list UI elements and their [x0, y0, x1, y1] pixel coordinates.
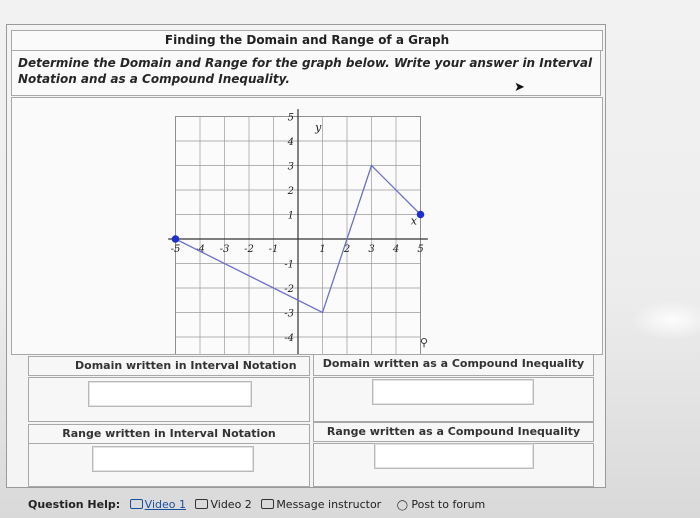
x-tick-label: 2: [343, 244, 351, 255]
instructions-text: Determine the Domain and Range for the graph below. Write your answer in Interval Notation and as a Compound Inequality.: [11, 50, 601, 96]
y-tick-label: 4: [287, 137, 294, 148]
domain-interval-label-cell: [28, 356, 310, 376]
video-icon: [195, 499, 208, 509]
page-title: Finding the Domain and Range of a Graph: [11, 30, 603, 51]
graph-panel: [11, 80, 603, 355]
y-tick-label: -3: [284, 308, 294, 320]
cursor-arrow-icon: ➤: [514, 80, 525, 95]
range-inequality-input[interactable]: [374, 443, 534, 469]
x-tick-label: -3: [219, 244, 230, 255]
video2-link[interactable]: [195, 498, 251, 511]
question-help-bar: [28, 498, 485, 511]
x-tick-label: -2: [244, 244, 254, 255]
coordinate-graph: [12, 98, 602, 354]
post-forum-link[interactable]: [397, 498, 486, 511]
endpoint-dot: [417, 211, 425, 219]
y-tick-label: 1: [287, 210, 294, 222]
domain-inequality-label: Domain written as a Compound Inequality: [322, 357, 585, 370]
post-forum-label: Post to forum: [411, 498, 486, 511]
range-interval-label-cell: [28, 424, 310, 444]
x-tick-label: -5: [170, 244, 181, 255]
x-tick-label: -4: [195, 244, 205, 255]
video1-label: Video 1: [144, 498, 186, 511]
envelope-icon: [261, 499, 274, 509]
x-tick-label: -1: [268, 244, 279, 255]
x-tick-label: 4: [392, 244, 400, 255]
question-help-label: Question Help:: [28, 498, 121, 511]
x-tick-label: 5: [417, 244, 424, 255]
y-tick-label: 3: [287, 161, 294, 173]
domain-inequality-label-cell: [313, 354, 594, 376]
x-tick-label: 3: [368, 244, 375, 255]
y-tick-label: -4: [284, 333, 294, 344]
domain-interval-label: Domain written in Interval Notation: [75, 359, 297, 372]
x-axis-label: x: [410, 214, 417, 228]
x-tick-label: 1: [319, 244, 326, 255]
speech-bubble-icon: ◯: [396, 500, 408, 511]
y-tick-label: -1: [284, 259, 294, 271]
y-tick-label: 5: [287, 112, 294, 124]
message-instructor-link[interactable]: [261, 498, 381, 511]
domain-inequality-input[interactable]: [372, 379, 534, 405]
y-tick-label: 2: [287, 186, 294, 197]
range-interval-input[interactable]: [92, 446, 254, 472]
screen-glare: [630, 300, 700, 340]
video1-link[interactable]: [130, 498, 186, 511]
y-tick-label: -2: [284, 284, 294, 295]
range-inequality-label-cell: [313, 422, 594, 442]
range-inequality-label: Range written as a Compound Inequality: [326, 425, 581, 438]
endpoint-dot: [172, 235, 180, 243]
message-instructor-label: Message instructor: [276, 498, 382, 511]
zoom-magnifier-icon[interactable]: ⚲: [420, 336, 429, 349]
y-axis-label: y: [315, 121, 322, 135]
video-icon: [130, 499, 143, 509]
domain-interval-input[interactable]: [88, 381, 252, 407]
video2-label: Video 2: [210, 498, 252, 511]
range-interval-label: Range written in Interval Notation: [62, 427, 276, 440]
